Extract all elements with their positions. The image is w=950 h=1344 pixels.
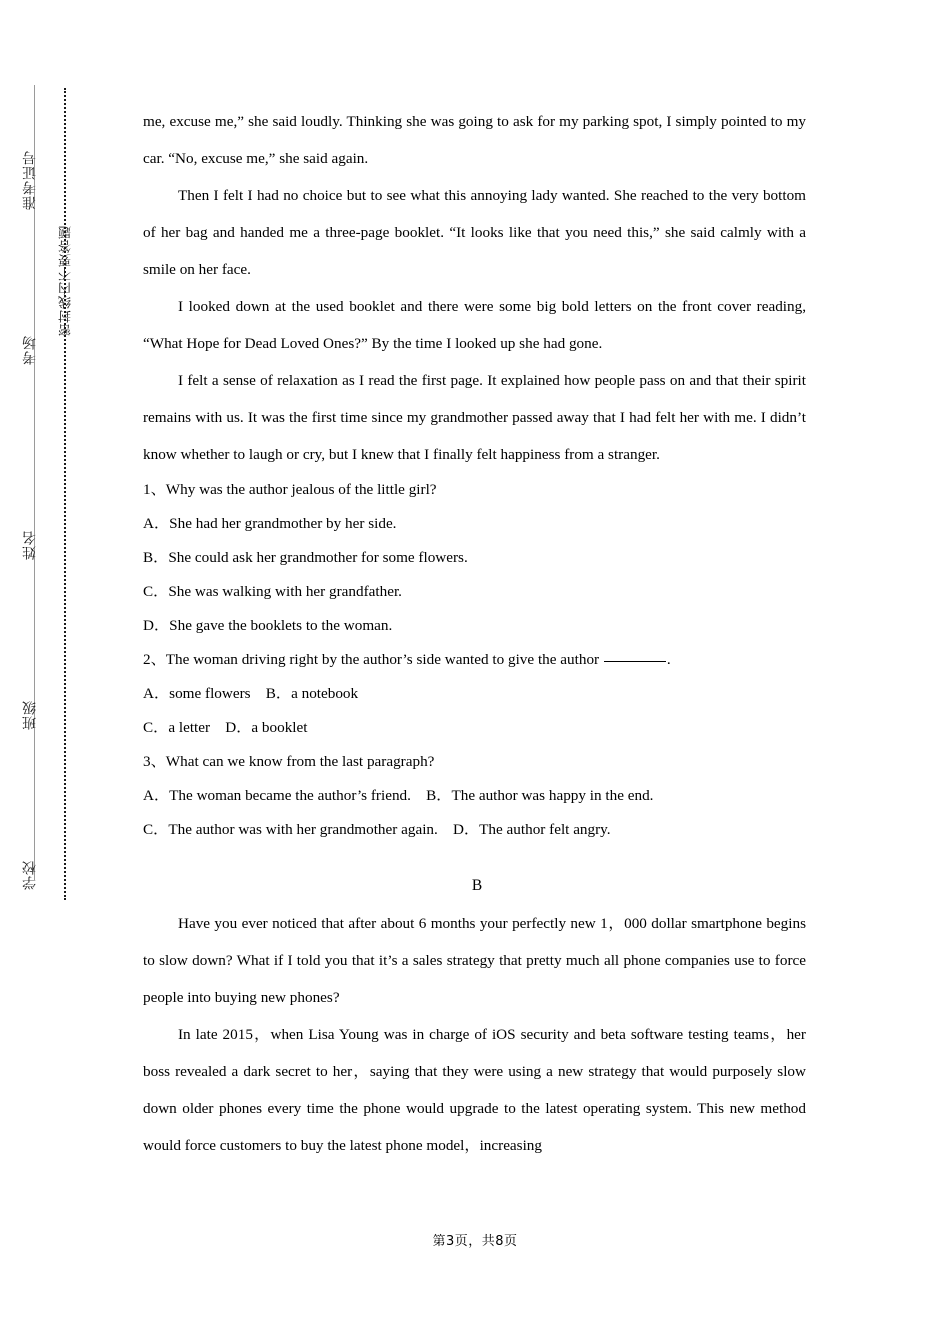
question-stem — [143, 643, 806, 677]
field-label-admission-number: 准考证号 — [22, 150, 38, 210]
field-label-class: 班级 — [22, 700, 38, 730]
passage-b-heading: B — [471, 877, 483, 894]
answer-option[interactable]: A．some flowers B．a notebook — [143, 685, 359, 702]
answer-option[interactable]: C．a letter D．a booklet — [143, 719, 308, 736]
question-text: The woman driving right by the author’s side wanted to give the author — [165, 651, 603, 668]
answer-option[interactable]: D．She gave the booklets to the woman. — [143, 617, 393, 634]
passage-paragraph: me, excuse me,” she said loudly. Thinking she was going to ask for my parking spot, I simply pointed to my car. “No, excuse me,” she said again. — [143, 113, 806, 167]
passage-paragraph: I felt a sense of relaxation as I read the first page. It explained how people pass on and that their spirit remains with us. It was the first time since my grandmother passed away that I had felt her with me. I didn’t know whether to laugh or cry, but I knew that I finally felt happiness from a stranger. — [143, 372, 806, 463]
question-text-tail: . — [666, 651, 671, 668]
seal-notice-text: 密封线内不要答题 — [59, 225, 74, 337]
sealing-line-margin — [0, 0, 130, 1344]
section-spacer — [143, 847, 806, 869]
seal-dotted-line — [64, 88, 66, 900]
question-stem — [143, 745, 806, 779]
passage-paragraph: I looked down at the used booklet and there were some big bold letters on the front cover reading, “What Hope for Dead Loved Ones?” By the time I looked up she had gone. — [143, 298, 806, 352]
passage-paragraph: Have you ever noticed that after about 6 months your perfectly new 1，000 dollar smartphone begins to slow down? What if I told you that it’s a sales strategy that pretty much all phone companies use to force people into buying new phones? — [143, 915, 806, 1006]
page-number-label: 第3页，共8页 — [432, 1234, 518, 1249]
answer-option[interactable]: C．She was walking with her grandfather. — [143, 583, 402, 600]
passage-paragraph: Then I felt I had no choice but to see what this annoying lady wanted. She reached to the very bottom of her bag and handed me a three-page booklet. “It looks like that you need this,” she said calmly with a smile on her face. — [143, 187, 806, 278]
field-label-school: 学校 — [22, 860, 38, 890]
question-stem — [143, 473, 806, 507]
question-text: Why was the author jealous of the little girl? — [165, 481, 437, 498]
fill-in-blank[interactable] — [604, 661, 666, 662]
passage-paragraph: In late 2015，when Lisa Young was in charge of iOS security and beta software testing teams，her boss revealed a dark secret to her，saying that they were using a new strategy that would purposely slow down older phones every time the phone would upgrade to the latest operating system. This new method would force customers to buy the latest phone model，increasing — [143, 1026, 806, 1154]
exam-content-column — [143, 103, 806, 1164]
question-number: 1、 — [143, 481, 166, 498]
answer-option[interactable]: C．The author was with her grandmother again. D．The author felt angry. — [143, 821, 611, 838]
answer-option[interactable]: A．The woman became the author’s friend. B．The author was happy in the end. — [143, 787, 654, 804]
answer-option[interactable]: B．She could ask her grandmother for some flowers. — [143, 549, 468, 566]
field-label-student-name: 姓名 — [22, 530, 38, 560]
page-footer — [0, 1230, 950, 1249]
question-number: 3、 — [143, 753, 166, 770]
answer-option[interactable]: A．She had her grandmother by her side. — [143, 515, 397, 532]
field-label-exam-room: 考场 — [22, 335, 38, 365]
question-number: 2、 — [143, 651, 166, 668]
question-text: What can we know from the last paragraph? — [165, 753, 435, 770]
